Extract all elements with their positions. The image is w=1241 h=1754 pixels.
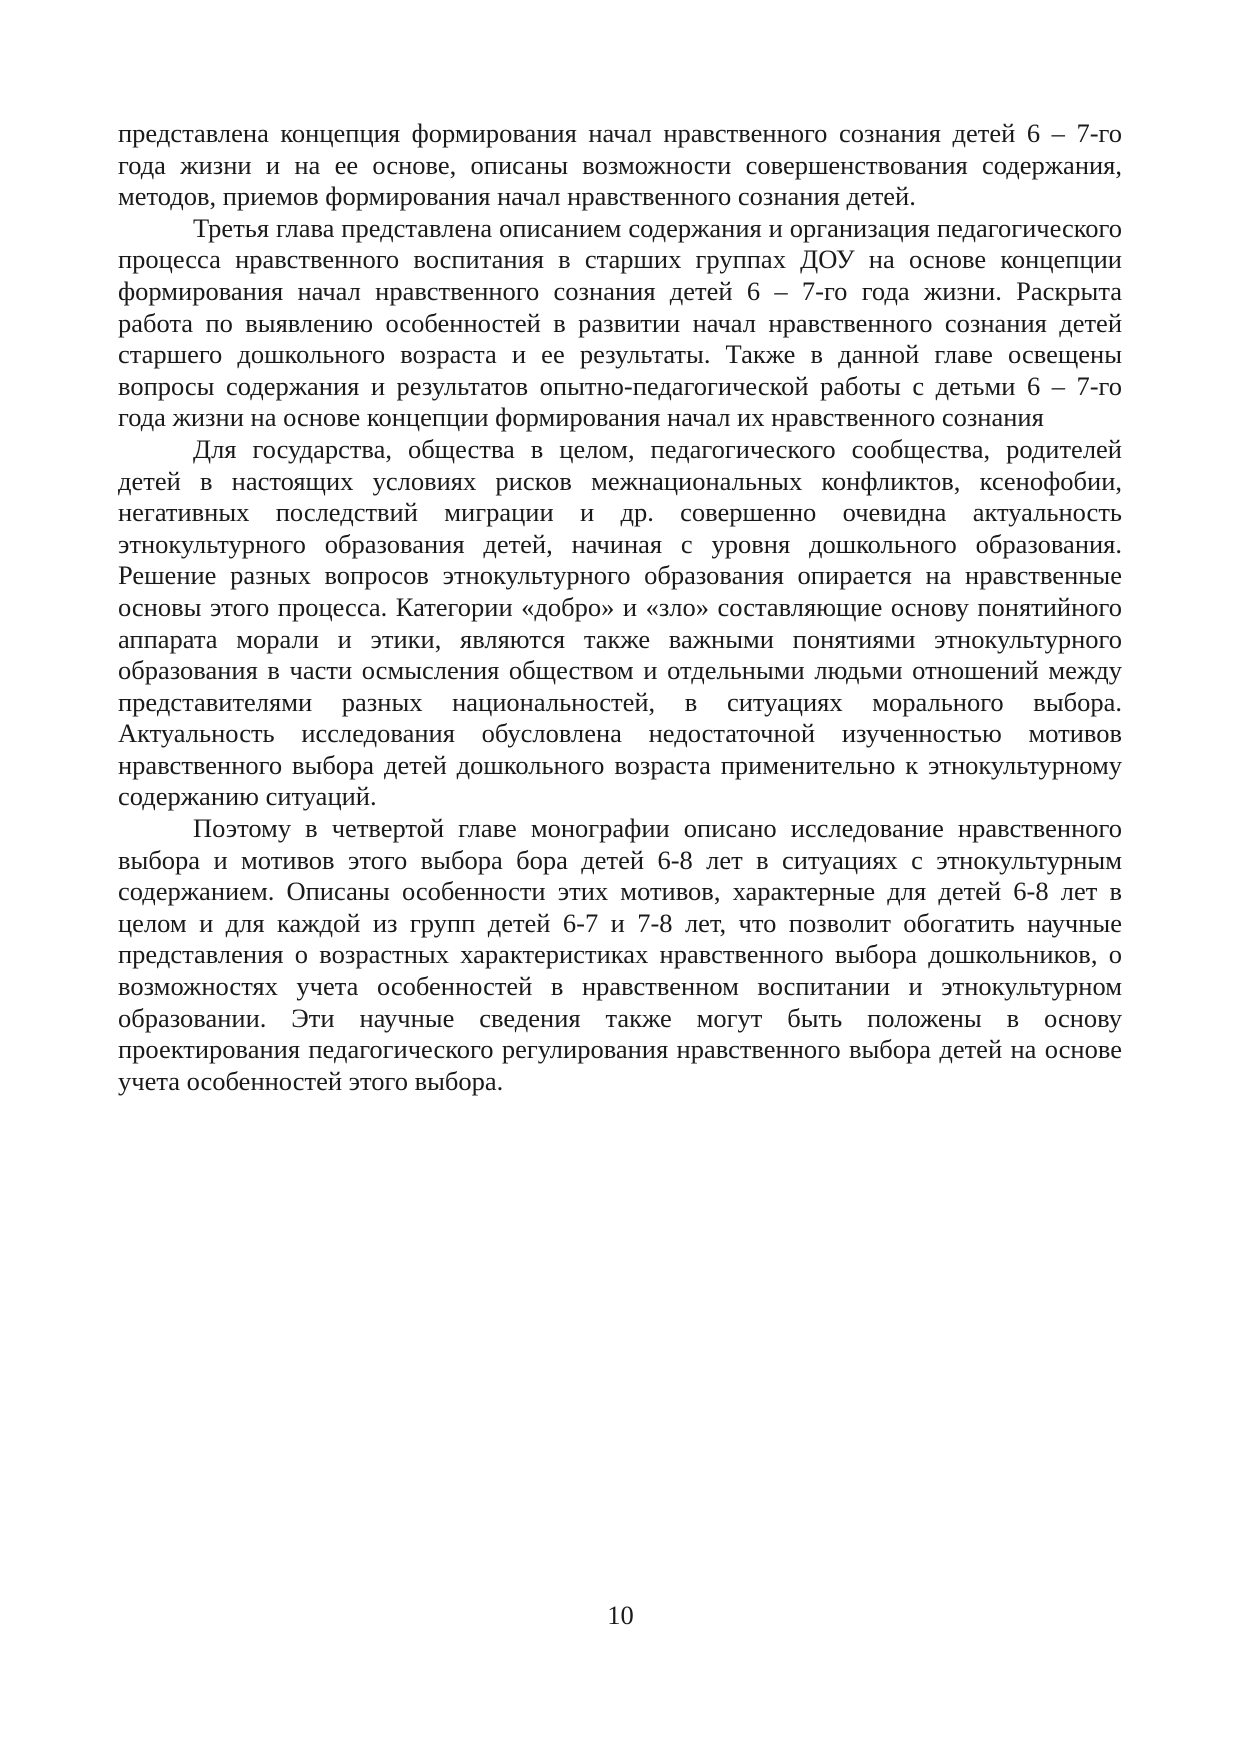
page-number: 10 [607,1600,634,1630]
body-text [118,118,1122,1097]
paragraph-continuation: представлена концепция формирования начал нравственного сознания детей 6 – 7-го года жизни и на ее основе, описаны возможности совершенствования содержания, методов, приемов формирования начал нравственного сознания детей. [118,118,1122,212]
paragraph-chapter-four: Поэтому в четвертой главе монографии описано исследование нравственного выбора и мотивов этого выбора бора детей 6-8 лет в ситуациях с этнокультурным содержанием. Описаны особенности этих мотивов, характерные для детей 6-8 лет в целом и для каждой из групп детей 6-7 и 7-8 лет, что позволит обогатить научные представления о возрастных характеристиках нравственного выбора дошкольников, о возможностях учета особенностей в нравственном воспитании и этнокультурном образовании. Эти научные сведения также могут быть положены в основу проектирования педагогического регулирования нравственного выбора детей на основе учета особенностей этого выбора. [118,813,1122,1096]
paragraph-relevance: Для государства, общества в целом, педагогического сообщества, родителей детей в настоящих условиях рисков межнациональных конфликтов, ксенофобии, негативных последствий миграции и др. совершенно очевидна актуальность этнокультурного образования детей, начиная с уровня дошкольного образования. Решение разных вопросов этнокультурного образования опирается на нравственные основы этого процесса. Категории «добро» и «зло» составляющие основу понятийного аппарата морали и этики, являются также важными понятиями этнокультурного образования в части осмысления обществом и отдельными людьми отношений между представителями разных национальностей, в ситуациях морального выбора. Актуальность исследования обусловлена недостаточной изученностью мотивов нравственного выбора детей дошкольного возраста применительно к этнокультурному содержанию ситуаций. [118,433,1122,812]
paragraph-chapter-three: Третья глава представлена описанием содержания и организация педагогического процесса нравственного воспитания в старших группах ДОУ на основе концепции формирования начал нравственного сознания детей 6 – 7-го года жизни. Раскрыта работа по выявлению особенностей в развитии начал нравственного сознания детей старшего дошкольного возраста и ее результаты. Также в данной главе освещены вопросы содержания и результатов опытно-педагогической работы с детьми 6 – 7-го года жизни на основе концепции формирования начал их нравственного сознания [118,212,1122,433]
